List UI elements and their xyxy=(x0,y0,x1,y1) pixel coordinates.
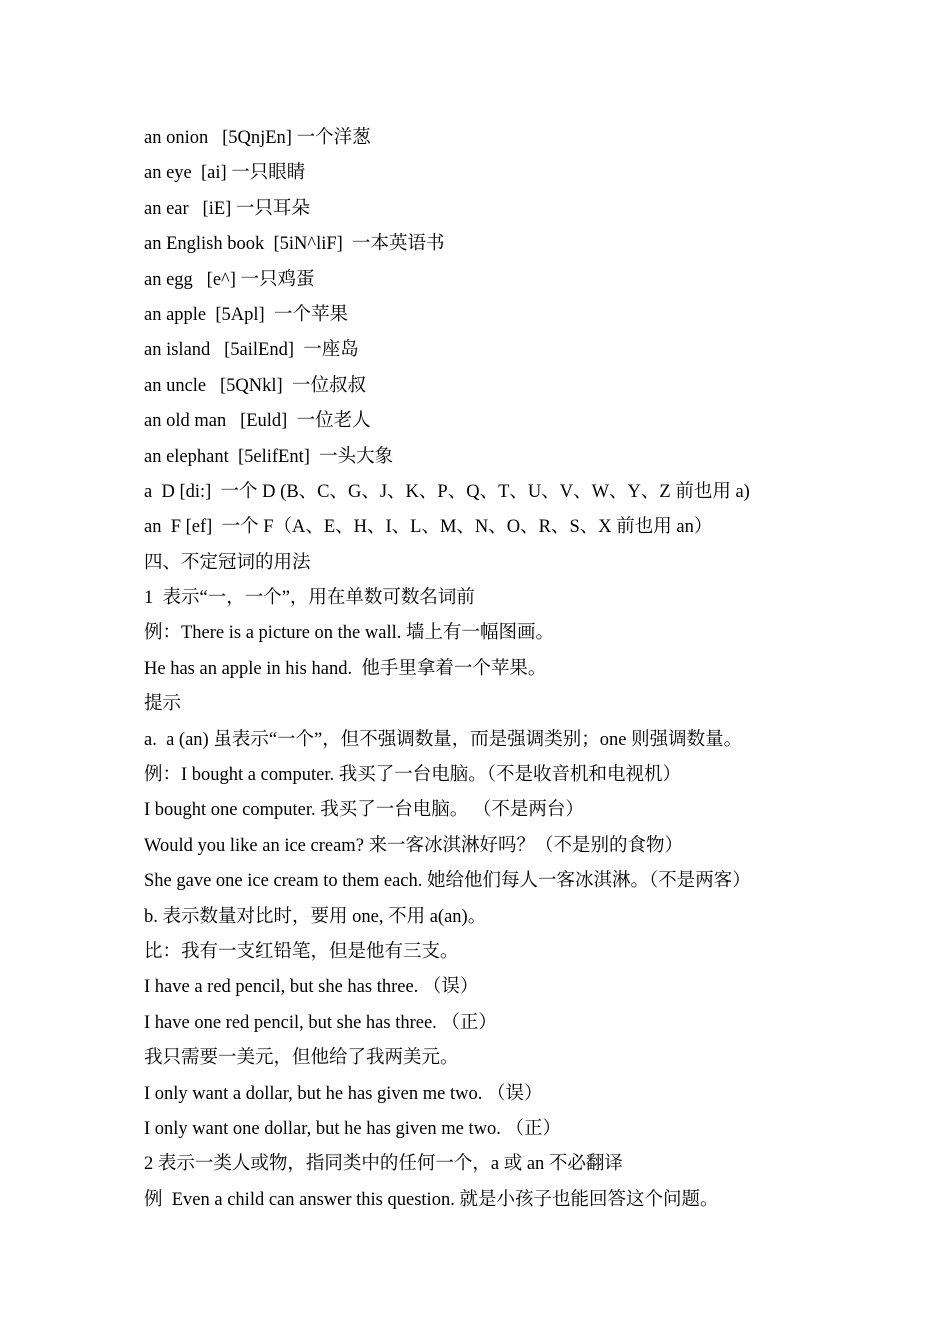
example-line: I only want a dollar, but he has given me two. （误） xyxy=(144,1083,543,1104)
document-body xyxy=(144,121,844,1218)
text-line: an elephant [5elifEnt] 一头大象 xyxy=(144,446,394,467)
text-line: 2 表示一类人或物，指同类中的任何一个，a 或 an 不必翻译 xyxy=(144,1154,623,1175)
example-line: 例：There is a picture on the wall. 墙上有一幅图画。 xyxy=(144,623,554,644)
example-line: Would you like an ice cream? 来一客冰淇淋好吗？（不是别的食物） xyxy=(144,835,684,856)
example-line: She gave one ice cream to them each. 她给他们每人一客冰淇淋。（不是两客） xyxy=(144,871,751,892)
example-line: I have a red pencil, but she has three. （误） xyxy=(144,977,479,998)
text-line: an old man [Euld] 一位老人 xyxy=(144,411,371,432)
text-line: an egg [e^] 一只鸡蛋 xyxy=(144,269,315,290)
example-line: I have one red pencil, but she has three. （正） xyxy=(144,1012,497,1033)
text-line: an ear [iE] 一只耳朵 xyxy=(144,198,310,219)
example-line: He has an apple in his hand. 他手里拿着一个苹果。 xyxy=(144,658,547,679)
text-line: a. a (an) 虽表示“一个”，但不强调数量，而是强调类别；one 则强调数量。 xyxy=(144,729,743,750)
text-line: b. 表示数量对比时，要用 one, 不用 a(an)。 xyxy=(144,906,487,927)
example-line: 我只需要一美元，但他给了我两美元。 xyxy=(144,1048,459,1069)
text-line: an onion [5QnjEn] 一个洋葱 xyxy=(144,128,371,148)
text-line: an apple [5Apl] 一个苹果 xyxy=(144,304,348,325)
text-line: an uncle [5QNkl] 一位叔叔 xyxy=(144,375,366,396)
example-line: I bought one computer. 我买了一台电脑。 （不是两台） xyxy=(144,800,584,821)
text-line: an English book [5iN^liF] 一本英语书 xyxy=(144,234,445,255)
text-line: an eye [ai] 一只眼睛 xyxy=(144,163,306,184)
text-line: 1 表示“一，一个”，用在单数可数名词前 xyxy=(144,588,475,609)
example-line: I only want one dollar, but he has given me two. （正） xyxy=(144,1118,561,1139)
text-line: an F [ef] 一个 F（A、E、H、I、L、M、N、O、R、S、X 前也用 an） xyxy=(144,517,713,538)
tip-heading: 提示 xyxy=(144,694,182,715)
text-line: a D [di:] 一个 D (B、C、G、J、K、P、Q、T、U、V、W、Y、Z 前也用 a) xyxy=(144,481,750,502)
section-heading: 四、不定冠词的用法 xyxy=(144,552,311,573)
example-line: 例 Even a child can answer this question. 就是小孩子也能回答这个问题。 xyxy=(144,1189,719,1210)
example-line: 比：我有一支红铅笔，但是他有三支。 xyxy=(144,941,459,962)
text-line: an island [5ailEnd] 一座岛 xyxy=(144,340,359,361)
example-line: 例：I bought a computer. 我买了一台电脑。（不是收音机和电视机） xyxy=(144,765,681,786)
